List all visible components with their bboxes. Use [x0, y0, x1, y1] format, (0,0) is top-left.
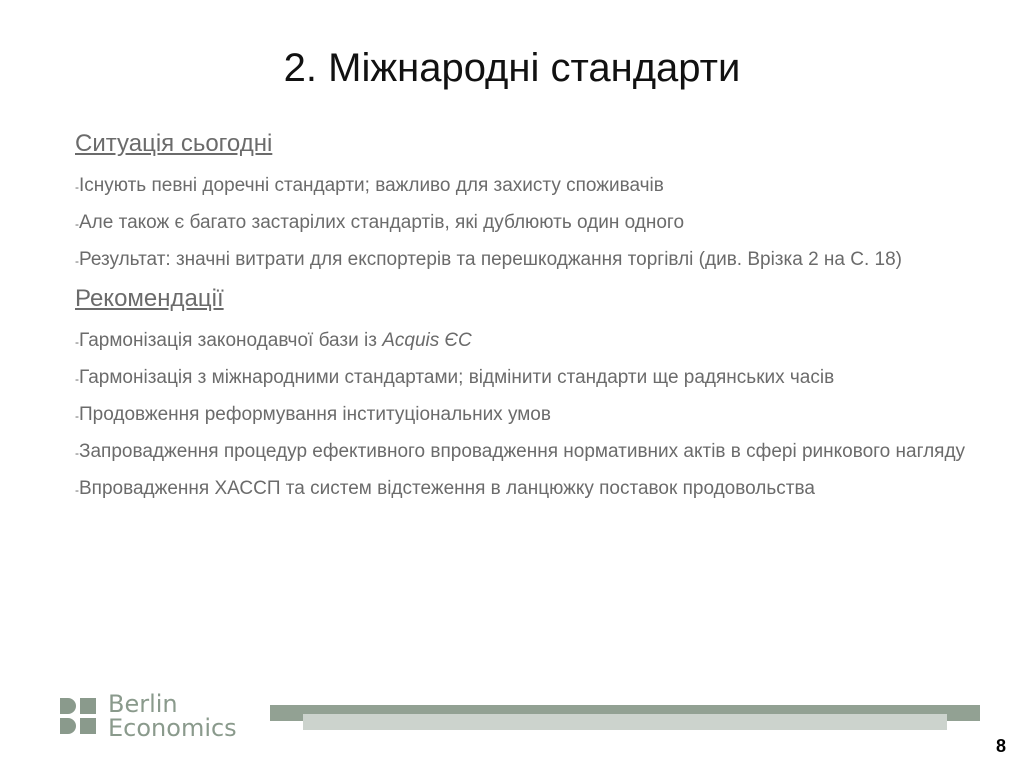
- bullet-dash: -: [75, 446, 79, 460]
- acquis-text: Acquis ЄС: [382, 330, 472, 351]
- recommendation-item: -Впровадження ХАССП та систем відстеження в ланцюжку поставок продовольства: [75, 478, 815, 499]
- situation-item: -Існують певні доречні стандарти; важливо для захисту споживачів: [75, 175, 664, 196]
- recommendation-item: -Продовження реформування інституціональних умов: [75, 404, 551, 425]
- bullet-dash: -: [75, 409, 79, 423]
- recommendation-item: -Гармонізація з міжнародними стандартами; відмінити стандарти ще радянських часів: [75, 367, 835, 388]
- footer-bar-light: [303, 714, 947, 730]
- slide-title: 2. Міжнародні стандарти: [283, 46, 741, 90]
- situation-item: -Але також є багато застарілих стандартів, які дублюють один одного: [75, 212, 685, 233]
- situation-item: -Результат: значні витрати для експортерів та перешкоджання торгівлі (див. Врізка 2 на С. 18): [75, 249, 903, 270]
- situation-heading: Ситуація сьогодні: [75, 130, 273, 157]
- recommendation-item: -Гармонізація законодавчої бази із Acquis ЄС: [75, 330, 472, 351]
- recommendations-heading: Рекомендації: [75, 285, 224, 312]
- page-number: 8: [996, 736, 1007, 756]
- bullet-dash: -: [75, 254, 79, 268]
- logo-text: Berlin Economics: [108, 690, 237, 742]
- bullet-dash: -: [75, 483, 79, 497]
- bullet-dash: -: [75, 335, 79, 349]
- bullet-dash: -: [75, 372, 79, 386]
- slide-content: [75, 128, 975, 510]
- bullet-dash: -: [75, 217, 79, 231]
- recommendation-item: -Запровадження процедур ефективного впровадження нормативних актів в сфері ринкового нагляду: [75, 441, 966, 462]
- bullet-dash: -: [75, 180, 79, 194]
